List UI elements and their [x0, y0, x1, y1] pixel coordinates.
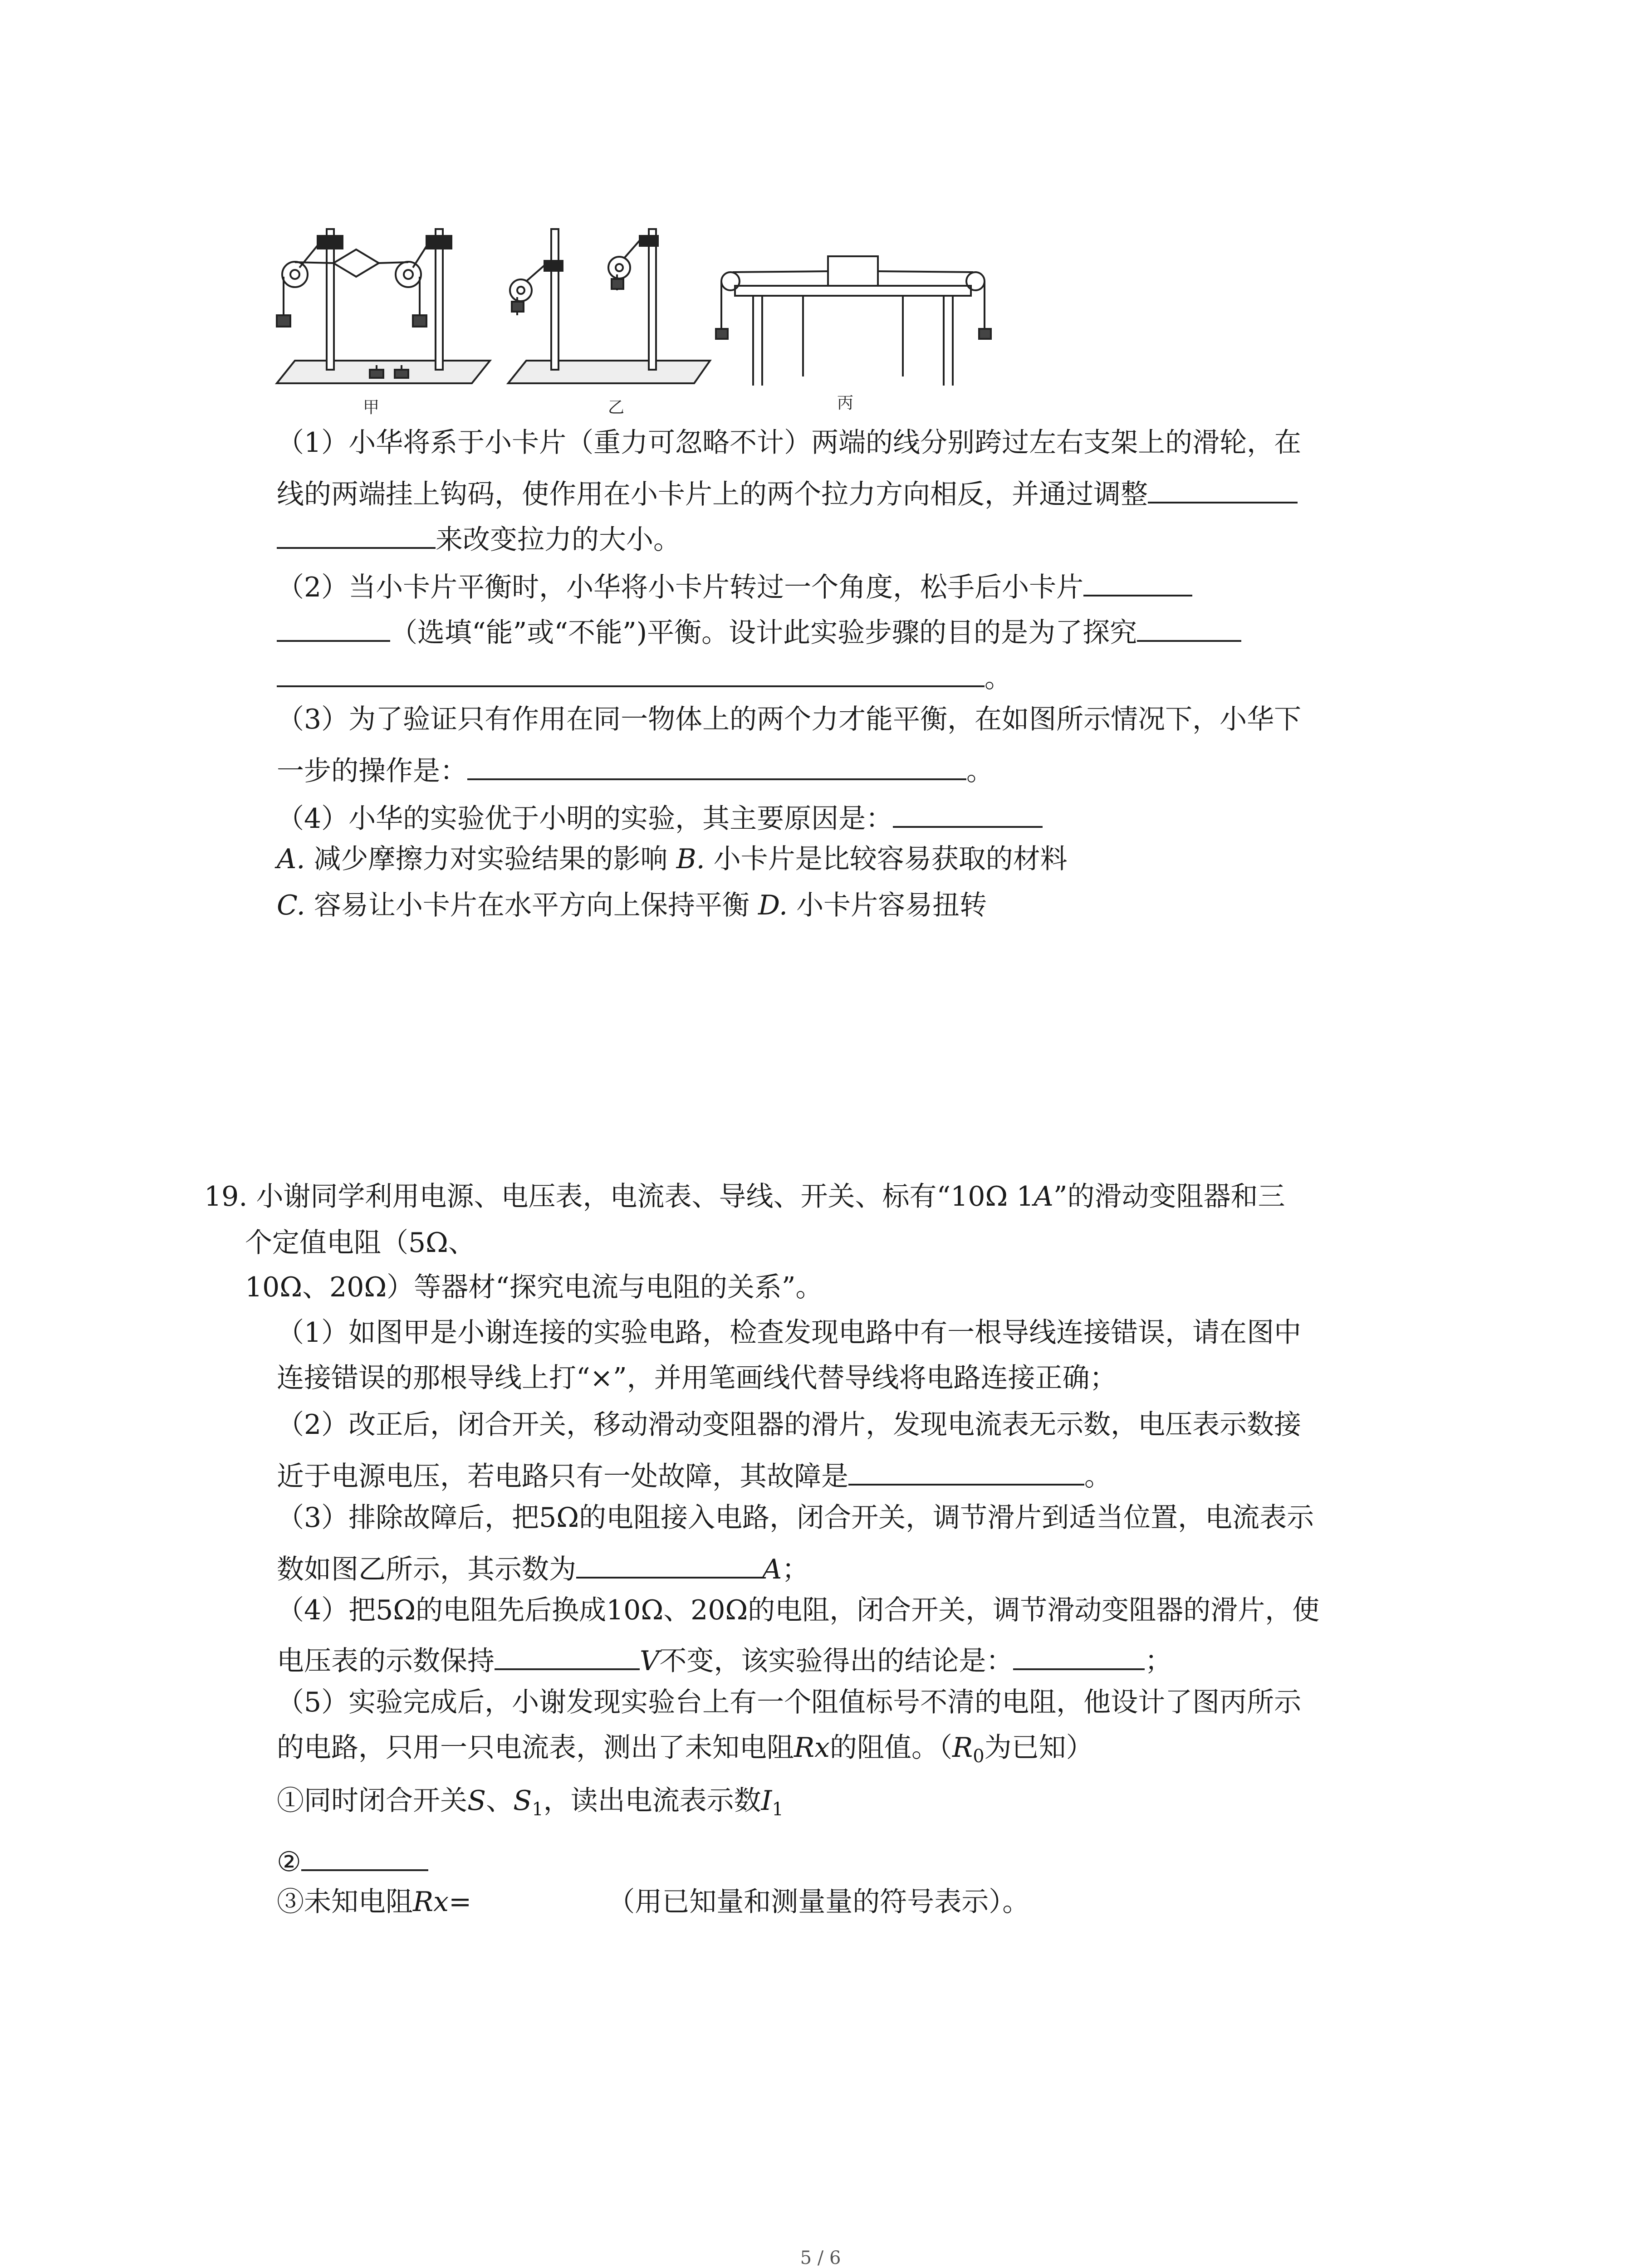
- base-yi: [508, 361, 710, 383]
- q19-intro-line2: 个定值电阻（5Ω、: [245, 1227, 475, 1259]
- q18-part4-line1: （4）小华的实验优于小明的实验，其主要原因是：: [277, 796, 1043, 836]
- figure-label-bing: 丙: [837, 394, 854, 412]
- q18-part2-line2: （选填“能”或“不能”)平衡。设计此实验步骤的目的是为了探究: [277, 610, 1241, 650]
- answer-blank[interactable]: [277, 655, 985, 687]
- q19-part2-line2: 近于电源电压，若电路只有一处故障，其故障是 。: [277, 1454, 1112, 1494]
- answer-blank[interactable]: [467, 748, 966, 780]
- answer-blank[interactable]: [1137, 610, 1241, 642]
- q19-part3-line2: 数如图乙所示，其示数为 A；: [277, 1547, 809, 1587]
- answer-blank[interactable]: [1148, 472, 1298, 503]
- figure-label-yi: 乙: [608, 398, 625, 417]
- q18-part1-line1: （1）小华将系于小卡片（重力可忽略不计）两端的线分别跨过左右支架上的滑轮，在: [277, 427, 1302, 459]
- answer-blank[interactable]: [1083, 565, 1192, 596]
- answer-blank[interactable]: [893, 796, 1043, 828]
- q18-part3-line2: 一步的操作是： 。: [277, 748, 994, 788]
- experiment-figure: [272, 218, 1053, 426]
- q18-options-ab: A. 减少摩擦力对实验结果的影响 B. 小卡片是比较容易获取的材料: [277, 843, 1068, 875]
- q19-part2-line1: （2）改正后，闭合开关，移动滑动变阻器的滑片，发现电流表无示数，电压表示数接: [277, 1409, 1302, 1441]
- answer-blank[interactable]: [277, 517, 436, 549]
- answer-blank[interactable]: [576, 1547, 762, 1579]
- card: [333, 249, 379, 277]
- q19-intro-line3: 10Ω、20Ω）等器材“探究电流与电阻的关系”。: [245, 1271, 823, 1303]
- answer-blank[interactable]: [495, 1638, 640, 1670]
- table-top: [735, 286, 971, 296]
- q18-part2-line1: （2）当小卡片平衡时，小华将小卡片转过一个角度，松手后小卡片: [277, 565, 1192, 605]
- stand-yi-right: [649, 229, 656, 370]
- stand-right: [436, 229, 443, 370]
- q19-part5-line1: （5）实验完成后，小谢发现实验台上有一个阻值标号不清的电阻，他设计了图丙所示: [277, 1686, 1302, 1718]
- answer-blank[interactable]: [301, 1839, 428, 1871]
- answer-blank[interactable]: [277, 610, 390, 642]
- page-number: 5 / 6: [800, 2248, 841, 2268]
- q18-part3-line1: （3）为了验证只有作用在同一物体上的两个力才能平衡，在如图所示情况下，小华下: [277, 704, 1302, 735]
- q19-part1-line2: 连接错误的那根导线上打“×”，并用笔画线代替导线将电路连接正确；: [277, 1362, 1117, 1394]
- q19-part3-line1: （3）排除故障后，把5Ω的电阻接入电路，闭合开关，调节滑片到适当位置，电流表示: [277, 1502, 1314, 1534]
- q19-intro-line1: 19. 小谢同学利用电源、电压表，电流表、导线、开关、标有“10Ω 1A”的滑动变阻器和三: [204, 1181, 1285, 1212]
- stand-left: [327, 229, 334, 370]
- q18-part2-line3: 。: [277, 655, 1012, 695]
- q18-part1-line2: 线的两端挂上钩码，使作用在小卡片上的两个拉力方向相反，并通过调整: [277, 472, 1298, 512]
- figure-label-jia: 甲: [363, 398, 380, 417]
- q19-part5-line2: 的电路，只用一只电流表，测出了未知电阻Rx的阻值。（$R_0$为已知）: [277, 1732, 1093, 1767]
- answer-blank[interactable]: [1013, 1638, 1145, 1670]
- q19-step1: ①同时闭合开关S、$S_1$，读出电流表示数$I_1$: [277, 1785, 784, 1820]
- block: [828, 256, 878, 286]
- q19-step2: ②: [277, 1839, 428, 1879]
- q18-part1-line3: 来改变拉力的大小。: [277, 517, 681, 557]
- q19-step3: ③未知电阻Rx= （用已知量和测量量的符号表示）。: [277, 1886, 1030, 1918]
- question-number: 19.: [204, 1181, 248, 1212]
- stand-yi-left: [551, 229, 558, 370]
- q19-part1-line1: （1）如图甲是小谢连接的实验电路，检查发现电路中有一根导线连接错误，请在图中: [277, 1317, 1302, 1349]
- q19-part4-line1: （4）把5Ω的电阻先后换成10Ω、20Ω的电阻，闭合开关，调节滑动变阻器的滑片，使: [277, 1594, 1320, 1626]
- pulley-right: [396, 262, 421, 287]
- q18-options-cd: C. 容易让小卡片在水平方向上保持平衡 D. 小卡片容易扭转: [277, 890, 987, 921]
- pulley-left: [282, 262, 308, 287]
- answer-blank[interactable]: [848, 1454, 1084, 1486]
- q19-part4-line2: 电压表的示数保持 V不变，该实验得出的结论是： ；: [277, 1638, 1172, 1678]
